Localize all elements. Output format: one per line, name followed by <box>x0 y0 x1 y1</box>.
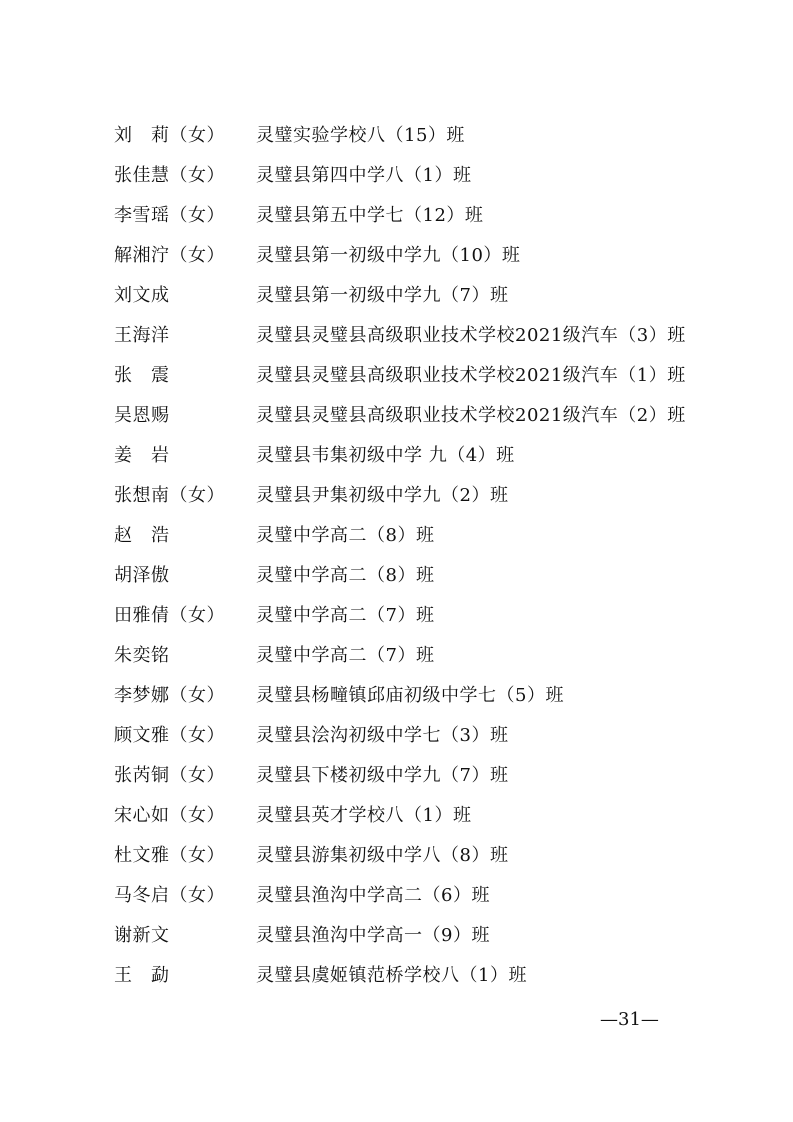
list-item <box>114 874 734 914</box>
student-name: 张 震 <box>114 365 170 386</box>
student-name: 马冬启（女） <box>114 885 225 906</box>
school-class: 灵璧县第一初级中学九（10）班 <box>256 245 521 266</box>
list-item <box>114 794 734 834</box>
student-name: 王海洋 <box>114 325 170 346</box>
list-item <box>114 714 734 754</box>
school-class: 灵璧县杨疃镇邱庙初级中学七（5）班 <box>256 685 564 706</box>
student-name: 张芮铜（女） <box>114 765 225 786</box>
list-item <box>114 914 734 954</box>
school-class: 灵璧县灵璧县高级职业技术学校2021级汽车（2）班 <box>256 405 686 426</box>
student-name: 田雅倩（女） <box>114 605 225 626</box>
school-class: 灵璧县虞姬镇范桥学校八（1）班 <box>256 965 527 986</box>
student-name: 王 勐 <box>114 965 170 986</box>
page-number: —31— <box>600 1009 659 1030</box>
school-class: 灵璧县灵璧县高级职业技术学校2021级汽车（1）班 <box>256 365 686 386</box>
student-name: 宋心如（女） <box>114 805 225 826</box>
list-item <box>114 674 734 714</box>
school-class: 灵璧县渔沟中学高一（9）班 <box>256 925 490 946</box>
school-class: 灵璧县尹集初级中学九（2）班 <box>256 485 509 506</box>
list-item <box>114 554 734 594</box>
list-item <box>114 594 734 634</box>
school-class: 灵璧县第一初级中学九（7）班 <box>256 285 509 306</box>
student-name: 吴恩赐 <box>114 405 170 426</box>
list-item <box>114 954 734 994</box>
list-item <box>114 114 734 154</box>
list-item <box>114 394 734 434</box>
school-class: 灵璧县下楼初级中学九（7）班 <box>256 765 509 786</box>
school-class: 灵璧中学高二（7）班 <box>256 605 435 626</box>
student-name: 李雪瑶（女） <box>114 205 225 226</box>
student-name: 谢新文 <box>114 925 170 946</box>
school-class: 灵璧中学高二（8）班 <box>256 525 435 546</box>
school-class: 灵璧中学高二（8）班 <box>256 565 435 586</box>
student-name: 朱奕铭 <box>114 645 170 666</box>
school-class: 灵璧县英才学校八（1）班 <box>256 805 472 826</box>
list-item <box>114 154 734 194</box>
list-item <box>114 514 734 554</box>
list-item <box>114 434 734 474</box>
list-item <box>114 754 734 794</box>
student-name: 解湘泞（女） <box>114 245 225 266</box>
list-item <box>114 834 734 874</box>
student-name: 胡泽傲 <box>114 565 170 586</box>
student-name: 李梦娜（女） <box>114 685 225 706</box>
school-class: 灵璧县游集初级中学八（8）班 <box>256 845 509 866</box>
school-class: 灵璧县第四中学八（1）班 <box>256 165 472 186</box>
school-class: 灵璧县灵璧县高级职业技术学校2021级汽车（3）班 <box>256 325 686 346</box>
student-list <box>114 114 734 994</box>
student-name: 张想南（女） <box>114 485 225 506</box>
student-name: 姜 岩 <box>114 445 170 466</box>
school-class: 灵璧县韦集初级中学 九（4）班 <box>256 445 515 466</box>
student-name: 张佳慧（女） <box>114 165 225 186</box>
list-item <box>114 354 734 394</box>
student-name: 顾文雅（女） <box>114 725 225 746</box>
student-name: 杜文雅（女） <box>114 845 225 866</box>
list-item <box>114 314 734 354</box>
school-class: 灵璧县第五中学七（12）班 <box>256 205 484 226</box>
school-class: 灵璧实验学校八（15）班 <box>256 125 465 146</box>
student-name: 刘文成 <box>114 285 170 306</box>
list-item <box>114 194 734 234</box>
school-class: 灵璧县渔沟中学高二（6）班 <box>256 885 490 906</box>
student-name: 刘 莉（女） <box>114 125 225 146</box>
list-item <box>114 274 734 314</box>
list-item <box>114 474 734 514</box>
student-name: 赵 浩 <box>114 525 170 546</box>
list-item <box>114 234 734 274</box>
school-class: 灵璧县浍沟初级中学七（3）班 <box>256 725 509 746</box>
school-class: 灵璧中学高二（7）班 <box>256 645 435 666</box>
list-item <box>114 634 734 674</box>
